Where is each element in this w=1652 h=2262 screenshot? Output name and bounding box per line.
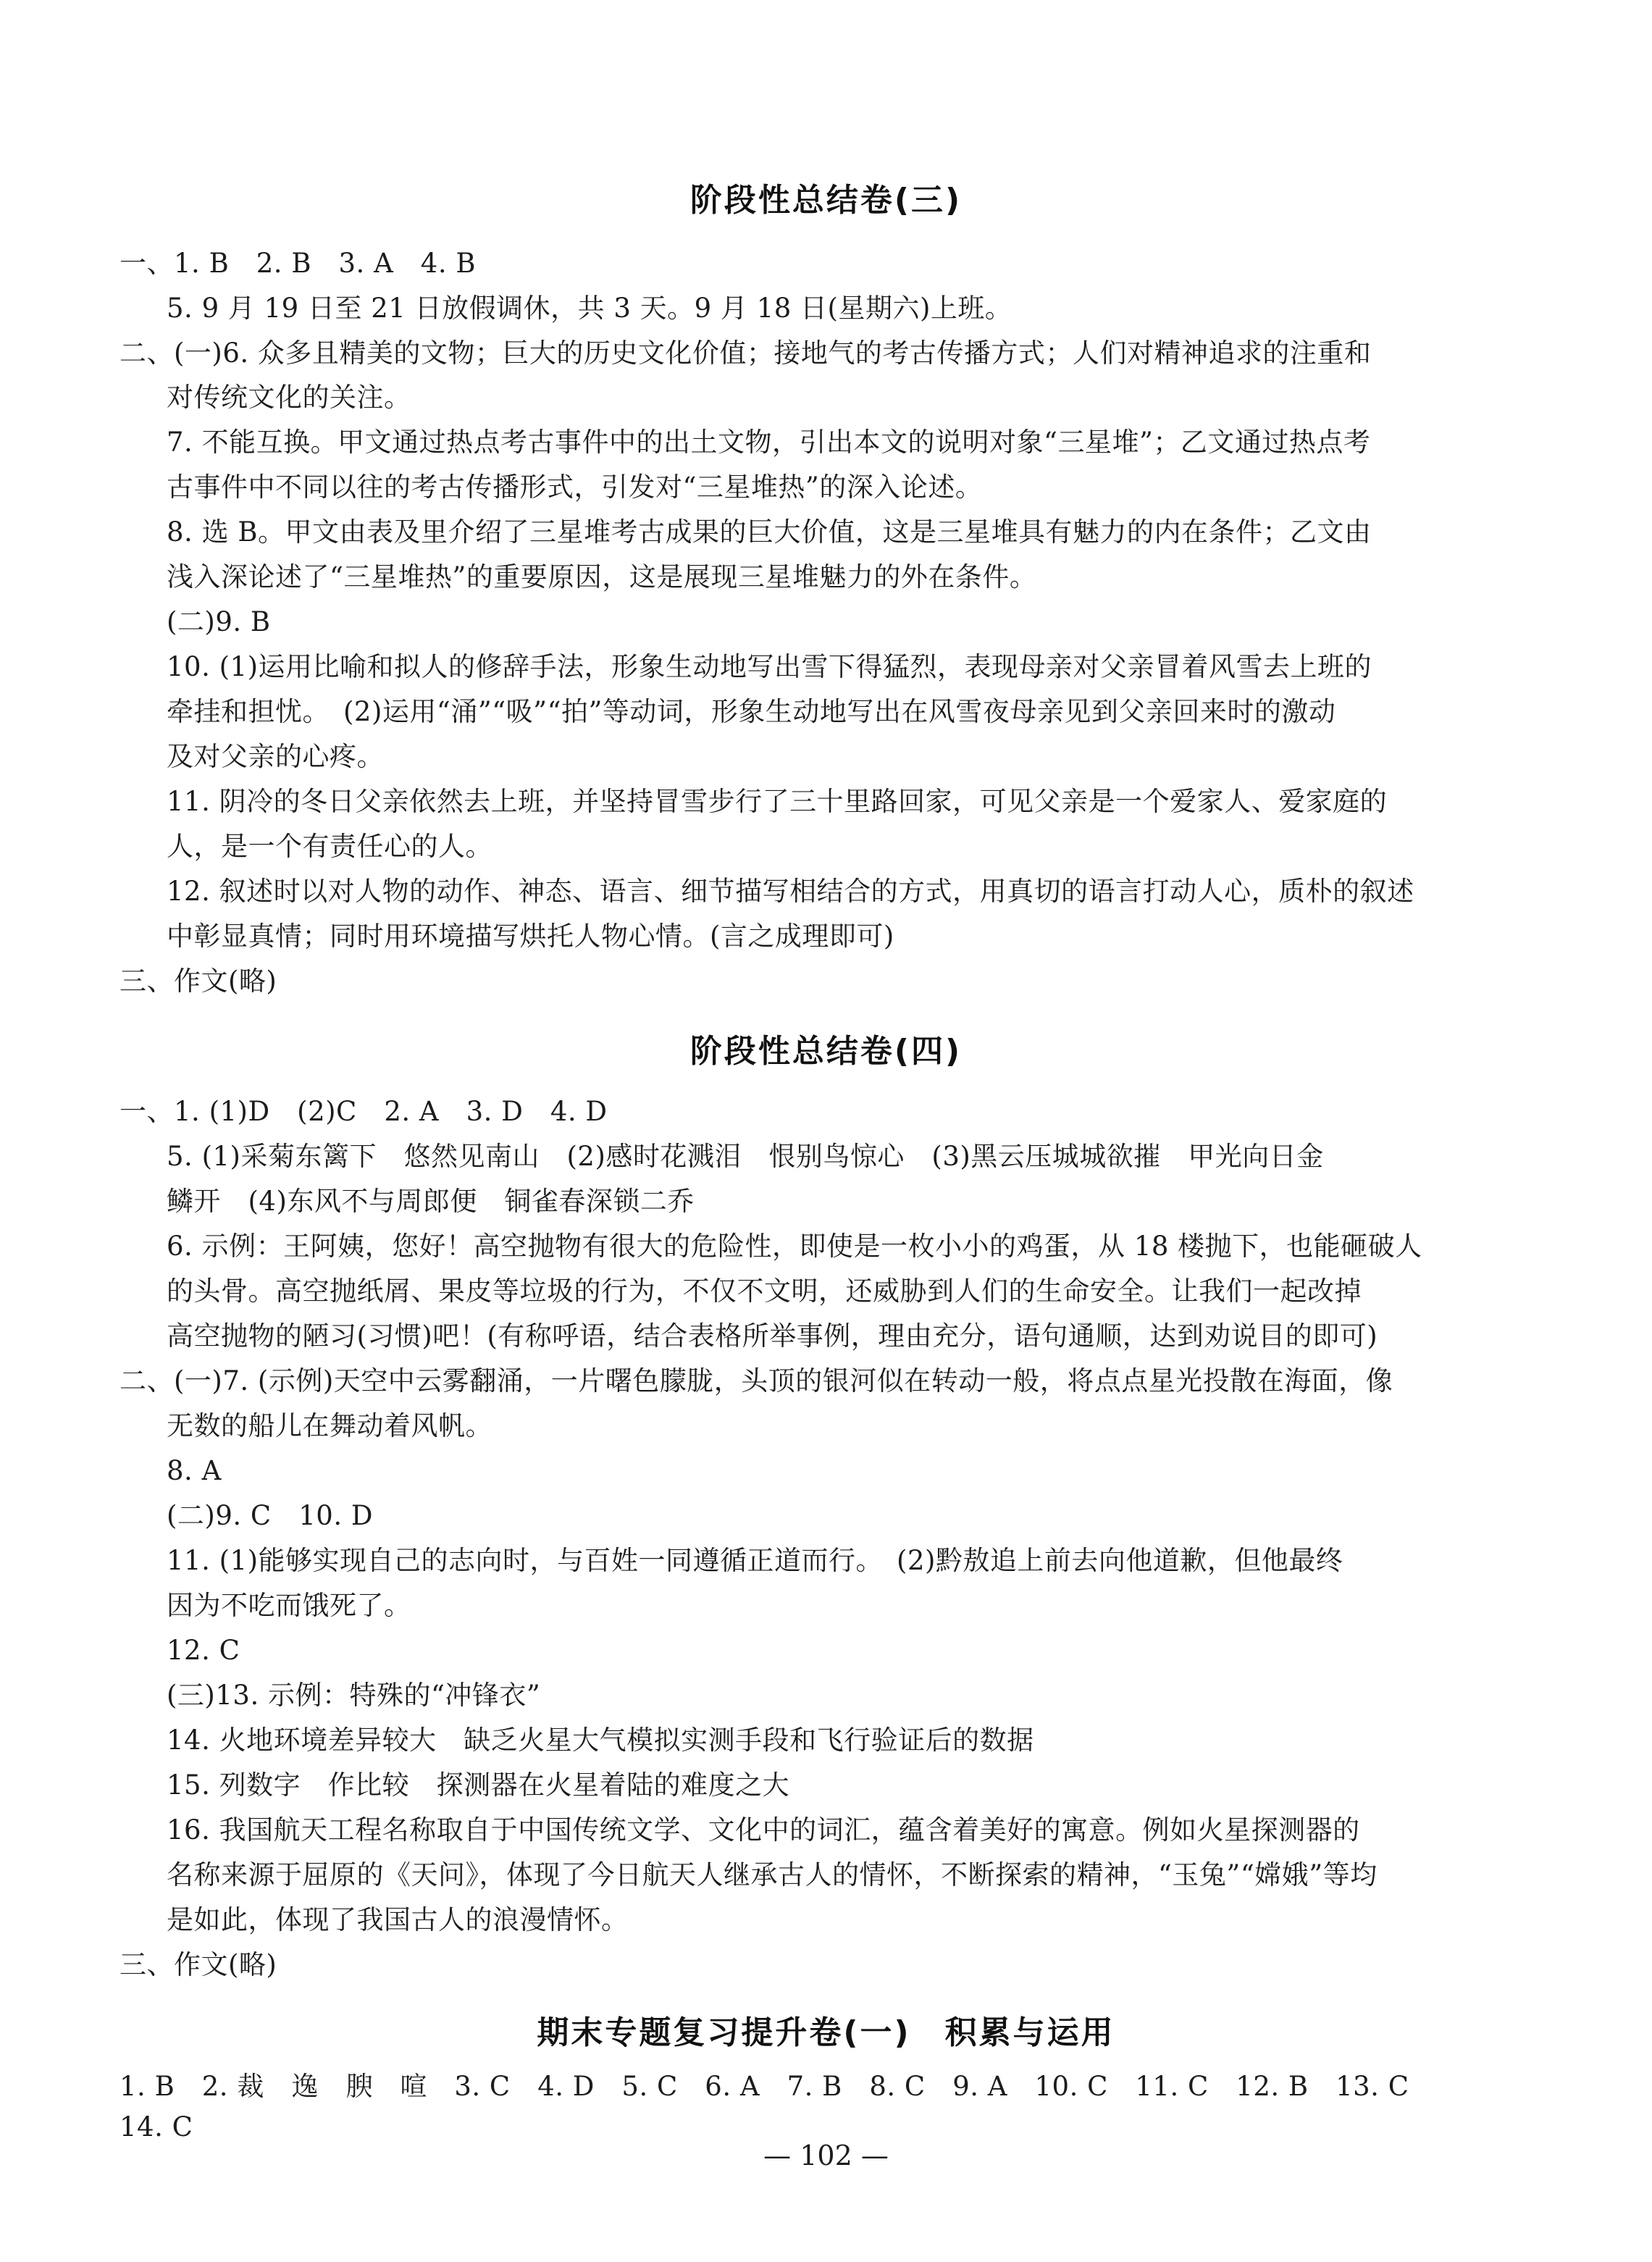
answer-line: 14. C bbox=[120, 2111, 193, 2142]
answer-line: 5. (1)采菊东篱下 悠然见南山 (2)感时花溅泪 恨别鸟惊心 (3)黑云压城城欲摧 甲光向日金 bbox=[167, 1141, 1324, 1172]
answer-line: 三、作文(略) bbox=[120, 1949, 277, 1980]
answer-line: 人，是一个有责任心的人。 bbox=[167, 831, 492, 862]
answer-line: 古事件中不同以往的考古传播形式，引发对“三星堆热”的深入论述。 bbox=[167, 472, 983, 503]
answer-line: 高空抛物的陋习(习惯)吧！(有称呼语，结合表格所举事例，理由充分，语句通顺，达到劝说目的即可) bbox=[167, 1320, 1378, 1352]
answer-line: 一、1. B 2. B 3. A 4. B bbox=[120, 248, 477, 279]
answer-line: 是如此，体现了我国古人的浪漫情怀。 bbox=[167, 1904, 629, 1935]
answer-line: 名称来源于屈原的《天问》，体现了今日航天人继承古人的情怀，不断探索的精神，“玉兔”“嫦娥”等均 bbox=[167, 1859, 1378, 1890]
answer-line: 的头骨。高空抛纸屑、果皮等垃圾的行为，不仅不文明，还威胁到人们的生命安全。让我们一起改掉 bbox=[167, 1275, 1362, 1307]
answer-line: 8. 选 B。甲文由表及里介绍了三星堆考古成果的巨大价值，这是三星堆具有魅力的内在条件；乙文由 bbox=[167, 516, 1372, 548]
answer-line: 12. 叙述时以对人物的动作、神态、语言、细节描写相结合的方式，用真切的语言打动人心，质朴的叙述 bbox=[167, 876, 1414, 907]
answer-line: (二)9. C 10. D bbox=[167, 1500, 374, 1531]
answer-line: 中彰显真情；同时用环境描写烘托人物心情。(言之成理即可) bbox=[167, 921, 894, 952]
answer-line: 三、作文(略) bbox=[120, 965, 277, 997]
answer-line: 5. 9 月 19 日至 21 日放假调休，共 3 天。9 月 18 日(星期六)上班。 bbox=[167, 293, 1012, 324]
answer-line: 8. A bbox=[167, 1455, 222, 1486]
answer-line: 及对父亲的心疼。 bbox=[167, 741, 384, 772]
answer-line: 7. 不能互换。甲文通过热点考古事件中的出土文物，引出本文的说明对象“三星堆”；乙文通过热点考 bbox=[167, 427, 1371, 458]
answer-line: 牵挂和担忧。 (2)运用“涌”“吸”“拍”等动词，形象生动地写出在风雪夜母亲见到父亲回来时的激动 bbox=[167, 696, 1336, 727]
answer-line: 10. (1)运用比喻和拟人的修辞手法，形象生动地写出雪下得猛烈，表现母亲对父亲冒着风雪去上班的 bbox=[167, 651, 1372, 682]
answer-line: 15. 列数字 作比较 探测器在火星着陆的难度之大 bbox=[167, 1769, 790, 1801]
answer-line: 16. 我国航天工程名称取自于中国传统文学、文化中的词汇，蕴含着美好的寓意。例如火星探测器的 bbox=[167, 1814, 1360, 1846]
answer-line: 浅入深论述了“三星堆热”的重要原因，这是展现三星堆魅力的外在条件。 bbox=[167, 561, 1037, 592]
answer-line: 1. B 2. 裁 逸 腴 喧 3. C 4. D 5. C 6. A 7. B 8. C 9. A 10. C 11. C 12. B 13. C bbox=[120, 2071, 1409, 2102]
answer-line: 因为不吃而饿死了。 bbox=[167, 1590, 411, 1621]
answer-line: 对传统文化的关注。 bbox=[167, 382, 411, 413]
section-title: 期末专题复习提升卷(一) 积累与运用 bbox=[537, 2014, 1115, 2051]
answer-line: 鳞开 (4)东风不与周郎便 铜雀春深锁二乔 bbox=[167, 1186, 695, 1217]
answer-line: 11. 阴冷的冬日父亲依然去上班，并坚持冒雪步行了三十里路回家，可见父亲是一个爱家人、爱家庭的 bbox=[167, 786, 1388, 817]
answer-line: (二)9. B bbox=[167, 606, 271, 637]
page-number: — 102 — bbox=[763, 2140, 889, 2171]
section-title: 阶段性总结卷(四) bbox=[689, 1033, 963, 1070]
answer-line: 6. 示例：王阿姨，您好！高空抛物有很大的危险性，即使是一枚小小的鸡蛋，从 18 楼抛下，也能砸破人 bbox=[167, 1231, 1422, 1262]
answer-line: 一、1. (1)D (2)C 2. A 3. D 4. D bbox=[120, 1096, 608, 1127]
section-title: 阶段性总结卷(三) bbox=[689, 182, 963, 219]
answer-line: 二、(一)6. 众多且精美的文物；巨大的历史文化价值；接地气的考古传播方式；人们对精神追求的注重和 bbox=[120, 338, 1372, 369]
answer-line: (三)13. 示例：特殊的“冲锋衣” bbox=[167, 1680, 541, 1711]
answer-line: 11. (1)能够实现自己的志向时，与百姓一同遵循正道而行。 (2)黔敖追上前去向他道歉，但他最终 bbox=[167, 1545, 1343, 1576]
answer-line: 无数的船儿在舞动着风帆。 bbox=[167, 1410, 492, 1441]
answer-line: 二、(一)7. (示例)天空中云雾翻涌，一片曙色朦胧，头顶的银河似在转动一般，将点点星光投散在海面，像 bbox=[120, 1365, 1393, 1396]
answer-line: 12. C bbox=[167, 1635, 240, 1666]
answer-line: 14. 火地环境差异较大 缺乏火星大气模拟实测手段和飞行验证后的数据 bbox=[167, 1725, 1034, 1756]
